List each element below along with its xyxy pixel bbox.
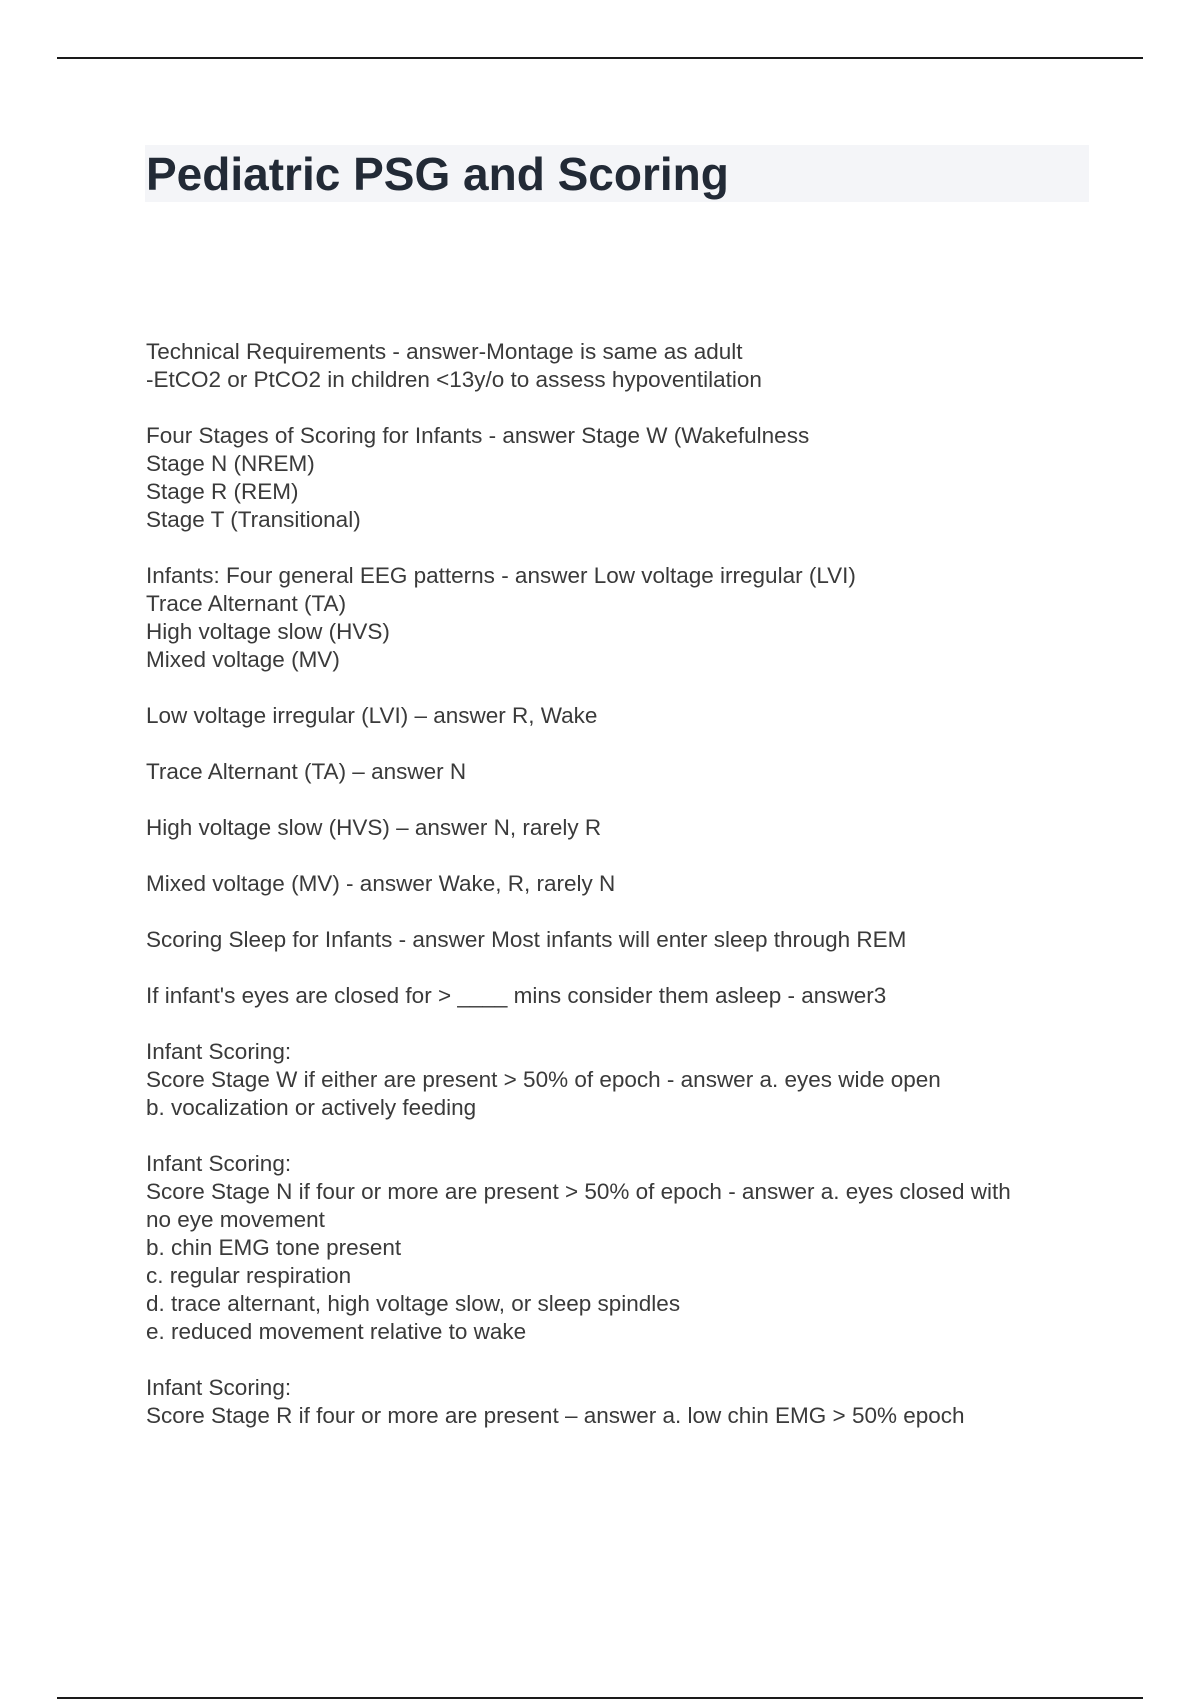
text-line: Technical Requirements - answer-Montage is same as adult	[146, 339, 743, 364]
text-line: Stage T (Transitional)	[146, 507, 361, 532]
bottom-rule	[57, 1697, 1143, 1699]
text-line: Infant Scoring:	[146, 1151, 292, 1176]
text-line: High voltage slow (HVS) – answer N, rarely R	[146, 815, 602, 840]
text-line: Score Stage R if four or more are present – answer a. low chin EMG > 50% epoch	[146, 1403, 965, 1428]
qa-entry	[146, 1038, 1086, 1122]
qa-entry	[146, 562, 1086, 674]
text-line: e. reduced movement relative to wake	[146, 1319, 527, 1344]
text-line: Scoring Sleep for Infants - answer Most infants will enter sleep through REM	[146, 927, 907, 952]
qa-entry	[146, 1374, 1086, 1430]
text-line: High voltage slow (HVS)	[146, 619, 390, 644]
qa-entry	[146, 758, 1086, 786]
text-line: Four Stages of Scoring for Infants - answer Stage W (Wakefulness	[146, 423, 810, 448]
qa-entry	[146, 814, 1086, 842]
qa-entry	[146, 1150, 1086, 1346]
qa-entry	[146, 702, 1086, 730]
qa-entry	[146, 338, 1086, 394]
document-body	[146, 338, 1086, 1458]
text-line: b. chin EMG tone present	[146, 1235, 402, 1260]
text-line: Trace Alternant (TA)	[146, 591, 347, 616]
text-line: Infants: Four general EEG patterns - answer Low voltage irregular (LVI)	[146, 563, 856, 588]
top-rule	[57, 57, 1143, 59]
text-line: Stage N (NREM)	[146, 451, 315, 476]
text-line: Low voltage irregular (LVI) – answer R, Wake	[146, 703, 598, 728]
text-line: If infant's eyes are closed for > ____ mins consider them asleep - answer3	[146, 983, 887, 1008]
text-line: b. vocalization or actively feeding	[146, 1095, 477, 1120]
page-title: Pediatric PSG and Scoring	[146, 148, 729, 200]
text-line: d. trace alternant, high voltage slow, or sleep spindles	[146, 1291, 681, 1316]
text-line: Score Stage W if either are present > 50% of epoch - answer a. eyes wide open	[146, 1067, 941, 1092]
text-line: Infant Scoring:	[146, 1375, 292, 1400]
text-line: c. regular respiration	[146, 1263, 352, 1288]
text-line: Mixed voltage (MV) - answer Wake, R, rarely N	[146, 871, 616, 896]
text-line: Stage R (REM)	[146, 479, 299, 504]
text-line: -EtCO2 or PtCO2 in children <13y/o to assess hypoventilation	[146, 367, 762, 392]
text-line: Score Stage N if four or more are present > 50% of epoch - answer a. eyes closed with	[146, 1179, 1011, 1204]
qa-entry	[146, 422, 1086, 534]
text-line: no eye movement	[146, 1207, 325, 1232]
qa-entry	[146, 870, 1086, 898]
text-line: Mixed voltage (MV)	[146, 647, 340, 672]
qa-entry	[146, 982, 1086, 1010]
qa-entry	[146, 926, 1086, 954]
text-line: Infant Scoring:	[146, 1039, 292, 1064]
text-line: Trace Alternant (TA) – answer N	[146, 759, 467, 784]
